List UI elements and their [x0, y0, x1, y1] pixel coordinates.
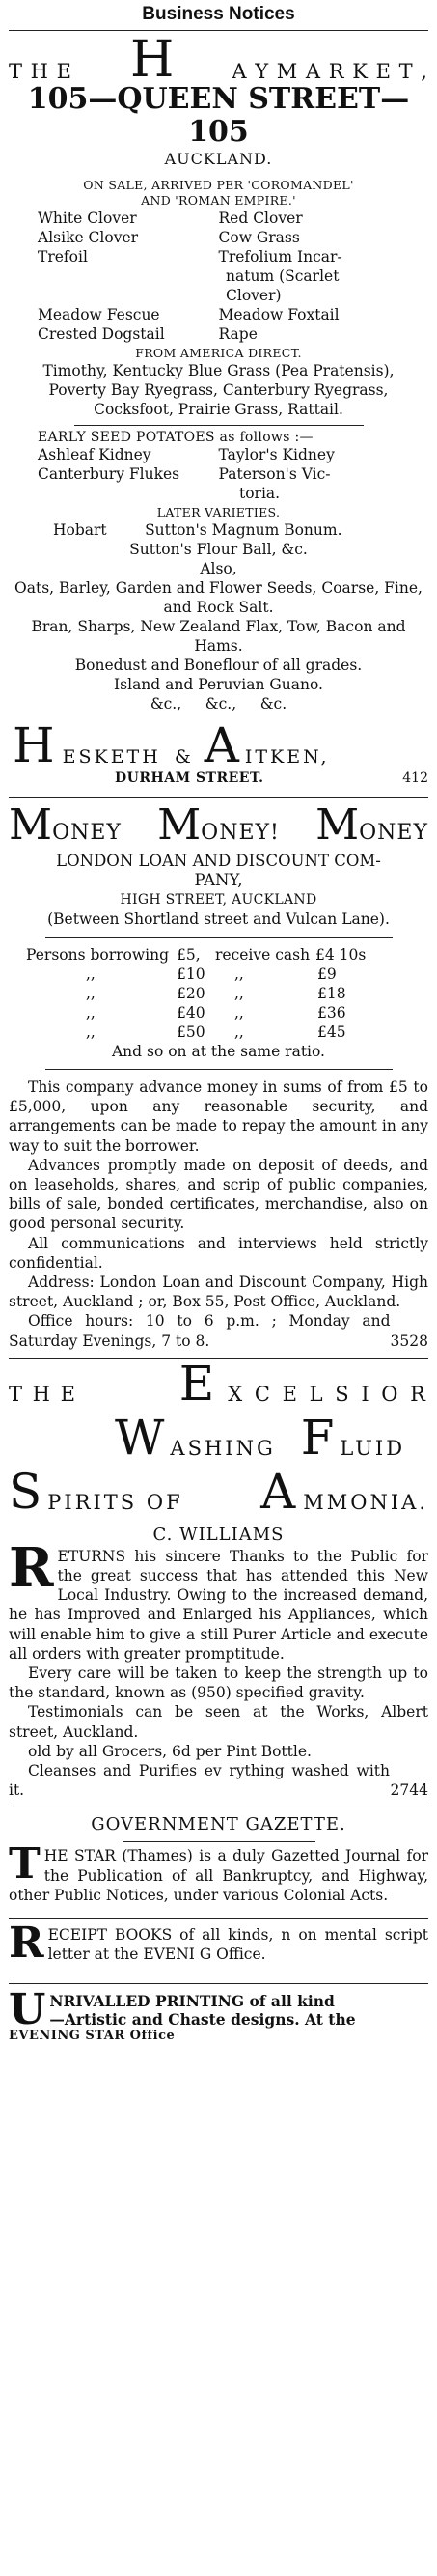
printing-text-1: NRIVALLED PRINTING of all kind — [49, 1992, 335, 2011]
receipt-advert — [9, 1918, 428, 1969]
excelsior-the: T H E — [9, 1382, 78, 1406]
money-para-3: All communications and interviews held strictly confidential. — [9, 1234, 428, 1272]
money-para-4: Address: London Loan and Discount Company, High street, Auckland ; or, Box 55, Post Office, Auckland. — [9, 1274, 428, 1311]
company-street: HIGH STREET, AUCKLAND — [120, 892, 317, 908]
fluid-initial-f: F — [300, 1409, 335, 1466]
seed-item — [9, 266, 212, 286]
haymarket-city: AUCKLAND. — [164, 150, 273, 168]
america-text: Timothy, Kentucky Blue Grass (Pea Pratensis), Poverty Bay Ryegrass, Canterbury Ryegrass, Cocksfoot, Prairie Grass, Rattail. — [42, 362, 395, 418]
haymarket-advert — [9, 31, 428, 789]
firm-name-2: ITKEN, — [244, 746, 330, 768]
money-title — [9, 798, 428, 850]
later-line-2: Sutton's Flour Ball, &c. — [129, 541, 308, 558]
rate-cell: £36 — [317, 1004, 346, 1022]
money-title-m1: M — [9, 800, 53, 850]
rate-cell: ,, — [234, 985, 244, 1002]
rate-cell: receive cash — [215, 946, 311, 964]
rate-cell: £20 — [177, 985, 205, 1002]
washing-initial-w: W — [115, 1409, 165, 1466]
money-ref-number: 3528 — [390, 1331, 428, 1350]
street-name: DURHAM STREET. — [115, 770, 264, 786]
receipt-dropcap: R — [9, 1918, 44, 1969]
seed-item: natum (Scarlet — [226, 267, 340, 285]
ammonia-initial-a: A — [260, 1463, 296, 1520]
gazette-advert — [9, 1812, 428, 1905]
seed-item: Crested Dogstail — [38, 325, 165, 343]
haymarket-title-rest: A Y M A R K E T , — [232, 60, 428, 83]
proprietor-name: C. WILLIAMS — [152, 1524, 285, 1545]
rate-cell: £10 — [177, 966, 205, 983]
company-location: (Between Shortland street and Vulcan Lane). — [47, 910, 390, 928]
potato-item — [9, 484, 201, 503]
money-title-m3: M — [315, 800, 360, 850]
seed-item — [9, 286, 212, 305]
gazette-title: GOVERNMENT GAZETTE. — [91, 1814, 346, 1835]
excelsior-para-3: Testimonials can be seen at the Works, Albert street, Auckland. — [9, 1703, 428, 1741]
money-title-r2: ONEY! — [201, 821, 280, 845]
money-title-r1: ONEY — [52, 821, 122, 845]
potato-list — [9, 445, 428, 503]
rate-cell: £5, — [177, 946, 201, 964]
potato-item: Canterbury Flukes — [38, 465, 180, 483]
seed-item: Alsike Clover — [38, 229, 139, 246]
haymarket-title-h: H — [130, 31, 175, 89]
potato-item: Taylor's Kidney — [218, 446, 335, 463]
money-title-m2: M — [157, 800, 202, 850]
seed-item: Trefoil — [38, 248, 88, 266]
potatoes-heading: EARLY SEED POTATOES as follows :— — [38, 430, 314, 445]
on-sale-line-2: AND 'ROMAN EMPIRE.' — [141, 193, 296, 208]
later-heading: LATER VARIETIES. — [156, 505, 281, 519]
money-para-1: This company advance money in sums of from £5 to £5,000, upon any reasonable security, and arrangements can be made to repay the amount in any way to suit the borrower. — [9, 1078, 428, 1155]
haymarket-title — [9, 31, 428, 89]
bran-text: Bran, Sharps, New Zealand Flax, Tow, Bacon and Hams. — [31, 618, 406, 655]
rate-cell: ,, — [86, 985, 96, 1002]
section-header: Business Notices — [9, 0, 428, 31]
seed-item: Cow Grass — [218, 229, 300, 246]
ad-ref-number: 412 — [402, 770, 428, 786]
rate-cell: £9 — [317, 966, 337, 983]
receipt-text: ECEIPT BOOKS of all kinds, n on mental script letter at the EVENI G Office. — [47, 1926, 428, 1964]
seed-item: Clover) — [226, 287, 282, 304]
america-heading: FROM AMERICA DIRECT. — [135, 346, 302, 360]
rates-table — [9, 945, 428, 1042]
also-label: Also, — [200, 560, 237, 577]
rate-cell: £4 10s — [315, 946, 367, 964]
seed-item: Rape — [218, 325, 258, 343]
money-advert — [9, 798, 428, 1351]
printing-text-3: EVENING STAR Office — [9, 2029, 176, 2044]
gazette-text: HE STAR (Thames) is a duly Gazetted Journal for the Publication of all Bankruptcy, and Highway, other Public Notices, under various Colonial Acts. — [9, 1847, 428, 1904]
firm-initial-h: H — [13, 717, 55, 773]
on-sale-line-1: ON SALE, ARRIVED PER 'COROMANDEL' — [83, 178, 354, 192]
excelsior-para-1: ETURNS his sincere Thanks to the Public for the great success that has attended this New Local Industry. Owing to the increased demand, he has Improved and Enlarged his Appliances, which will enable him to give a still Purer Article and execute all orders with greater promptitude. — [9, 1547, 428, 1663]
rate-cell: ,, — [234, 966, 244, 983]
seed-item: White Clover — [38, 210, 137, 227]
seed-list — [9, 209, 428, 344]
spirits-initial-s: S — [9, 1463, 42, 1520]
guano-text: Island and Peruvian Guano. — [114, 676, 323, 693]
rate-cell: ,, — [86, 1023, 96, 1041]
excelsior-advert — [9, 1355, 428, 1801]
rates-note: And so on at the same ratio. — [111, 1043, 325, 1060]
rate-cell: ,, — [86, 966, 96, 983]
later-line-1: Hobart Sutton's Magnum Bonum. — [53, 521, 342, 539]
rate-cell: Persons borrowing — [26, 946, 169, 964]
seed-item: Red Clover — [218, 210, 303, 227]
seed-item: Meadow Foxtail — [218, 306, 340, 323]
potato-item: Paterson's Vic- — [218, 465, 331, 483]
bonedust-text: Bonedust and Boneflour of all grades. — [74, 657, 363, 674]
seed-item: Meadow Fescue — [38, 306, 160, 323]
haymarket-title-the: T H E — [9, 60, 73, 83]
excelsior-dropcap: R — [9, 1535, 54, 1600]
etc-text: &c., &c., &c. — [150, 695, 287, 713]
rate-cell: ,, — [234, 1004, 244, 1022]
rate-cell: ,, — [234, 1023, 244, 1041]
ammonia-rest: MMONIA. — [303, 1490, 428, 1514]
excelsior-ref-number: 2744 — [390, 1781, 428, 1800]
spirits-rest: PIRITS OF — [47, 1490, 183, 1514]
rate-cell: £18 — [317, 985, 346, 1002]
money-title-r3: ONEY — [359, 821, 428, 845]
rate-cell: £45 — [317, 1023, 346, 1041]
money-para-2: Advances promptly made on deposit of deeds, and on leaseholds, shares, and scrip of public companies, bills of sale, bonded certificates, merchandise, also on good personal security. — [9, 1156, 428, 1233]
also-text: Oats, Barley, Garden and Flower Seeds, Coarse, Fine, and Rock Salt. — [14, 579, 423, 616]
seed-item: Trefolium Incar- — [218, 248, 342, 266]
haymarket-address: 105—QUEEN STREET—105 — [27, 82, 410, 149]
excelsior-initial-e: E — [178, 1355, 215, 1412]
firm-ampersand: & — [174, 746, 191, 768]
money-para-5: Office hours: 10 to 6 p.m. ; Monday and Saturday Evenings, 7 to 8. — [9, 1312, 391, 1350]
street-row — [9, 768, 428, 789]
excelsior-para-5: Cleanses and Purifies ev rything washed with it. — [9, 1762, 390, 1800]
firm-name — [9, 717, 428, 773]
printing-advert — [9, 1984, 428, 2044]
fluid-rest: LUID — [340, 1436, 406, 1460]
gazette-dropcap: T — [9, 1839, 41, 1890]
rate-cell: £50 — [177, 1023, 205, 1041]
rate-cell: ,, — [86, 1004, 96, 1022]
excelsior-rest: X C E L S I O R — [228, 1382, 428, 1406]
washing-rest: ASHING — [170, 1436, 276, 1460]
excelsior-para-2: Every care will be taken to keep the strength up to the standard, known as (950) specified gravity. — [9, 1665, 428, 1702]
potato-item: toria. — [238, 485, 281, 502]
rate-cell: £40 — [177, 1004, 205, 1022]
company-name-1: LONDON LOAN AND DISCOUNT COM- — [56, 852, 381, 870]
printing-text-2: —Artistic and Chaste designs. At the — [49, 2010, 356, 2030]
firm-initial-a: A — [204, 717, 239, 773]
firm-name-1: ESKETH — [62, 746, 161, 768]
potato-item: Ashleaf Kidney — [38, 446, 151, 463]
excelsior-para-4: old by all Grocers, 6d per Pint Bottle. — [28, 1742, 312, 1760]
printing-dropcap: U — [9, 1985, 46, 2035]
company-name-2: PANY, — [194, 871, 243, 889]
